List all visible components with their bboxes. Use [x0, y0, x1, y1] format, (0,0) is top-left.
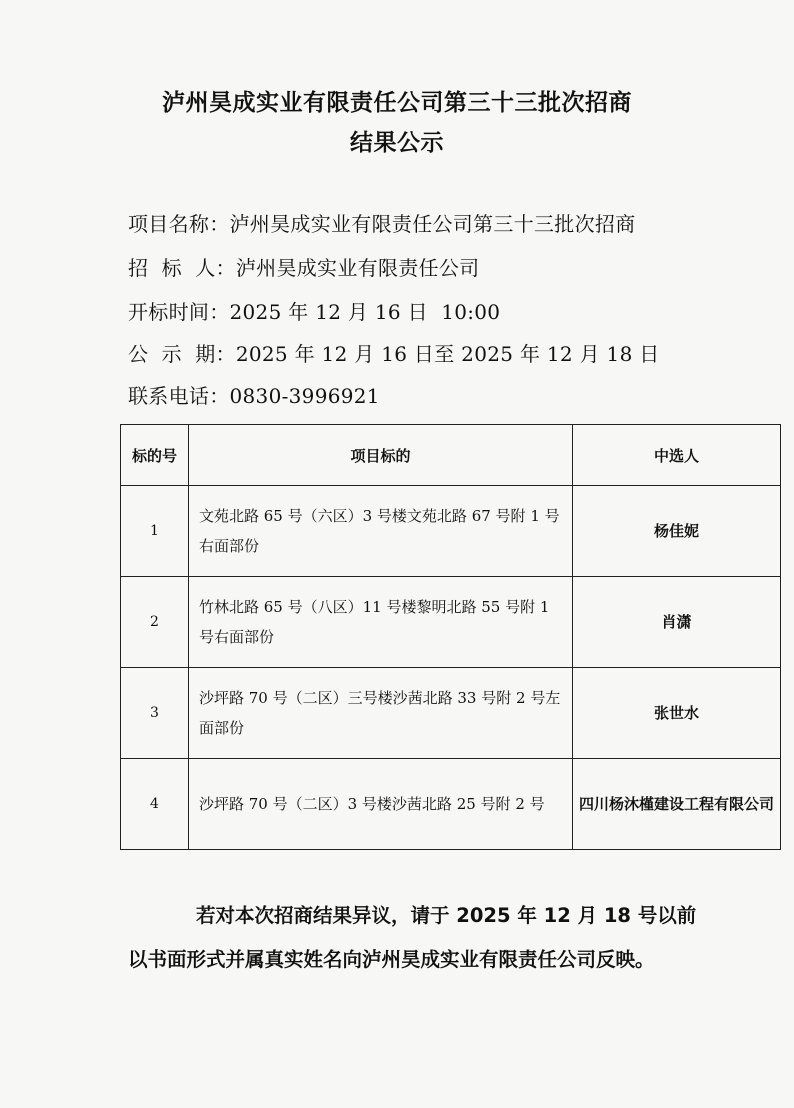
phone-value: 0830-3996921 [229, 384, 380, 408]
open-time-label: 开标时间： [128, 300, 230, 324]
project-item: 沙坪路 70 号（二区）三号楼沙茜北路 33 号附 2 号左面部份 [189, 668, 573, 759]
tenderer-value: 泸州昊成实业有限责任公司 [235, 256, 480, 280]
header-lot-number: 标的号 [121, 425, 189, 486]
period-label: 公 示 期： [128, 342, 236, 366]
table-row [121, 577, 781, 668]
project-item: 竹林北路 65 号（八区）11 号楼黎明北路 55 号附 1 号右面部份 [189, 577, 573, 668]
lot-number: 1 [121, 486, 189, 577]
phone-line [128, 380, 380, 409]
project-item: 沙坪路 70 号（二区）3 号楼沙茜北路 25 号附 2 号 [189, 759, 573, 850]
document-title: 泸州昊成实业有限责任公司第三十三批次招商 [162, 90, 632, 116]
tenderer-line [128, 252, 479, 281]
table-row [121, 668, 781, 759]
open-time-value: 2025 年 12 月 16 日 10:00 [229, 300, 501, 324]
table-row [121, 759, 781, 850]
winner: 杨佳妮 [573, 486, 781, 577]
results-table [120, 424, 781, 850]
winner: 肖潇 [573, 577, 781, 668]
objection-notice-line1: 若对本次招商结果异议，请于 2025 年 12 月 18 号以前 [196, 904, 697, 927]
open-time-line [128, 296, 500, 325]
lot-number: 4 [121, 759, 189, 850]
project-item: 文苑北路 65 号（六区）3 号楼文苑北路 67 号附 1 号右面部份 [189, 486, 573, 577]
table-header-row [121, 425, 781, 486]
header-winner: 中选人 [573, 425, 781, 486]
table-row [121, 486, 781, 577]
header-project-item: 项目标的 [189, 425, 573, 486]
lot-number: 3 [121, 668, 189, 759]
tenderer-label: 招 标 人： [128, 256, 236, 280]
winner: 四川杨沐槿建设工程有限公司 [573, 759, 781, 850]
objection-notice-line2: 以书面形式并属真实姓名向泸州昊成实业有限责任公司反映。 [128, 948, 655, 971]
phone-label: 联系电话： [128, 384, 230, 408]
project-name-label: 项目名称： [128, 212, 230, 236]
document-subtitle: 结果公示 [350, 130, 444, 156]
period-value: 2025 年 12 月 16 日至 2025 年 12 月 18 日 [235, 342, 660, 366]
project-name-line [128, 208, 636, 237]
project-name-value: 泸州昊成实业有限责任公司第三十三批次招商 [229, 212, 636, 236]
period-line [128, 338, 660, 367]
lot-number: 2 [121, 577, 189, 668]
winner: 张世水 [573, 668, 781, 759]
